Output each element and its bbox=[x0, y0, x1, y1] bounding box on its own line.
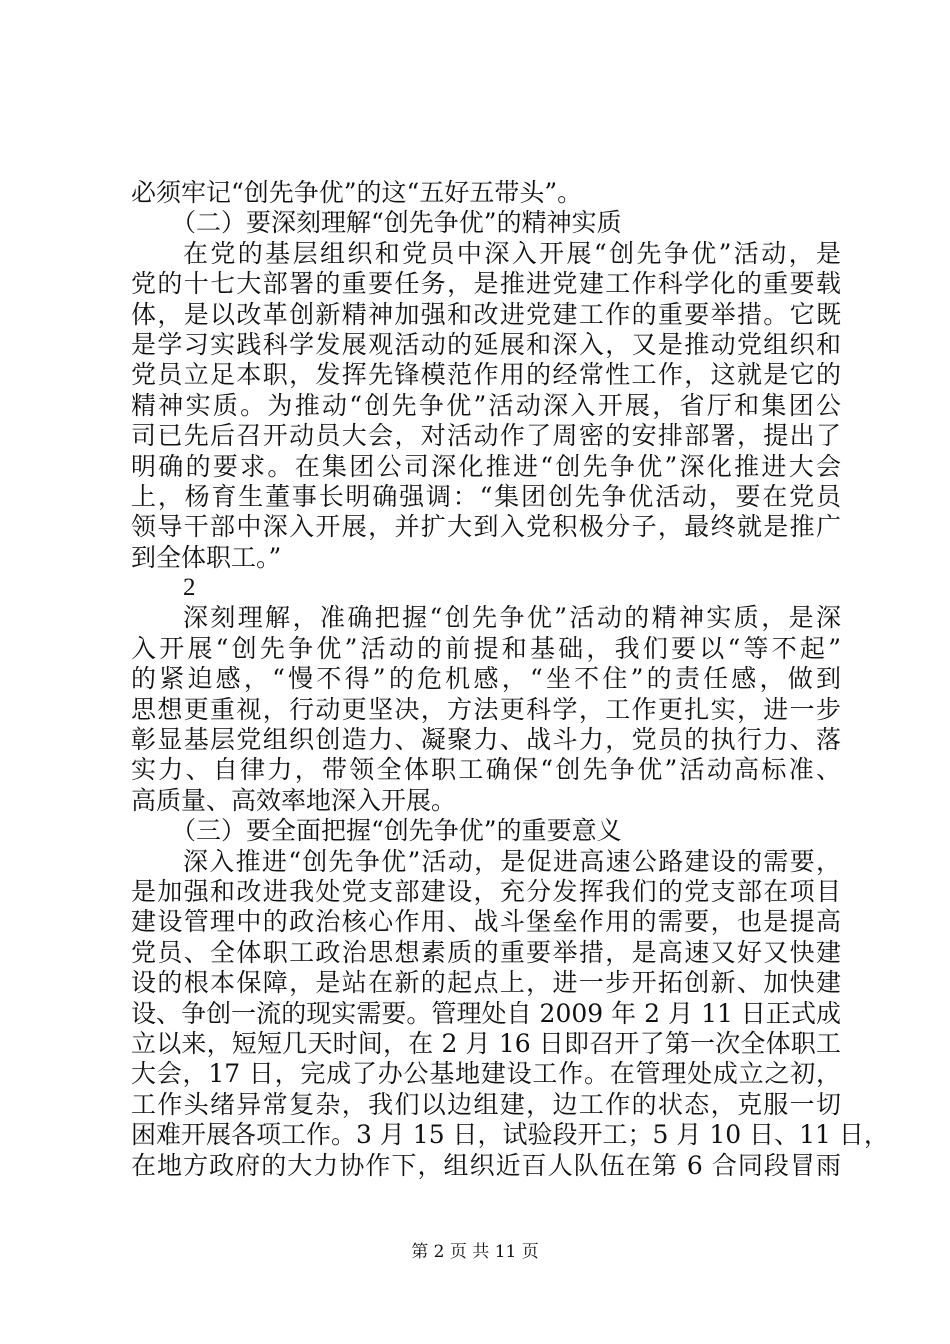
text-line: 在党的基层组织和党员中深入开展“创先争优”活动，是 bbox=[183, 238, 841, 268]
text-line: 入开展“创先争优”活动的前提和基础，我们要以“等不起” bbox=[131, 633, 841, 663]
text-line: 工作头绪异常复杂，我们以边组建，边工作的状态，克服一切 bbox=[131, 1089, 841, 1119]
text-line: 深刻理解，准确把握“创先争优”活动的精神实质，是深 bbox=[183, 603, 841, 633]
text-line: 体，是以改革创新精神加强和改进党建工作的重要举措。它既 bbox=[131, 299, 841, 329]
text-line: 建设管理中的政治核心作用、战斗堡垒作用的需要，也是提高 bbox=[131, 907, 841, 937]
page-footer: 第 2 页 共 11 页 bbox=[411, 1242, 539, 1262]
text-line: 大会，17 日，完成了办公基地建设工作。在管理处成立之初， bbox=[131, 1059, 841, 1089]
text-line: 立以来，短短几天时间，在 2 月 16 日即召开了第一次全体职工 bbox=[131, 1028, 841, 1058]
text-line: 困难开展各项工作。3 月 15 日，试验段开工；5 月 10 日、11 日， bbox=[131, 1120, 889, 1150]
text-line: 思想更重视，行动更坚决，方法更科学，工作更扎实，进一步 bbox=[131, 694, 841, 724]
text-line: 深入推进“创先争优”活动，是促进高速公路建设的需要， bbox=[183, 846, 841, 876]
text-line: 司已先后召开动员大会，对活动作了周密的安排部署，提出了 bbox=[131, 421, 841, 451]
text-line: 领导干部中深入开展，并扩大到入党积极分子，最终就是推广 bbox=[131, 512, 841, 542]
text-line: 必须牢记“创先争优”的这“五好五带头”。 bbox=[131, 178, 583, 207]
section-heading: （二）要深刻理解“创先争优”的精神实质 bbox=[171, 208, 622, 238]
text-line: 彰显基层党组织创造力、凝聚力、战斗力，党员的执行力、落 bbox=[131, 725, 841, 755]
text-line: 上，杨育生董事长明确强调：“集团创先争优活动，要在党员 bbox=[131, 481, 841, 511]
text-line: 到全体职工。” bbox=[131, 542, 282, 572]
document-body bbox=[131, 178, 889, 1181]
section-heading: （三）要全面把握“创先争优”的重要意义 bbox=[171, 816, 622, 846]
text-line: 在地方政府的大力协作下，组织近百人队伍在第 6 合同段冒雨 bbox=[131, 1150, 841, 1180]
text-line: 明确的要求。在集团公司深化推进“创先争优”深化推进大会 bbox=[131, 451, 841, 481]
text-line: 是加强和改进我处党支部建设，充分发挥我们的党支部在项目 bbox=[131, 876, 841, 906]
text-line: 设的根本保障，是站在新的起点上，进一步开拓创新、加快建 bbox=[131, 968, 841, 998]
text-line: 的紧迫感，“慢不得”的危机感，“坐不住”的责任感，做到 bbox=[131, 664, 841, 694]
text-line: 设、争创一流的现实需要。管理处自 2009 年 2 月 11 日正式成 bbox=[131, 998, 841, 1028]
page-number-marker: 2 bbox=[183, 574, 196, 602]
text-line: 党员立足本职，发挥先锋模范作用的经常性工作，这就是它的 bbox=[131, 360, 841, 390]
text-line: 高质量、高效率地深入开展。 bbox=[131, 785, 457, 815]
text-line: 精神实质。为推动“创先争优”活动深入开展，省厅和集团公 bbox=[131, 390, 841, 420]
text-line: 党员、全体职工政治思想素质的重要举措，是高速又好又快建 bbox=[131, 937, 841, 967]
text-line: 实力、自律力，带领全体职工确保“创先争优”活动高标准、 bbox=[131, 755, 841, 785]
text-line: 党的十七大部署的重要任务，是推进党建工作科学化的重要载 bbox=[131, 269, 841, 299]
text-line: 是学习实践科学发展观活动的延展和深入，又是推动党组织和 bbox=[131, 329, 841, 359]
